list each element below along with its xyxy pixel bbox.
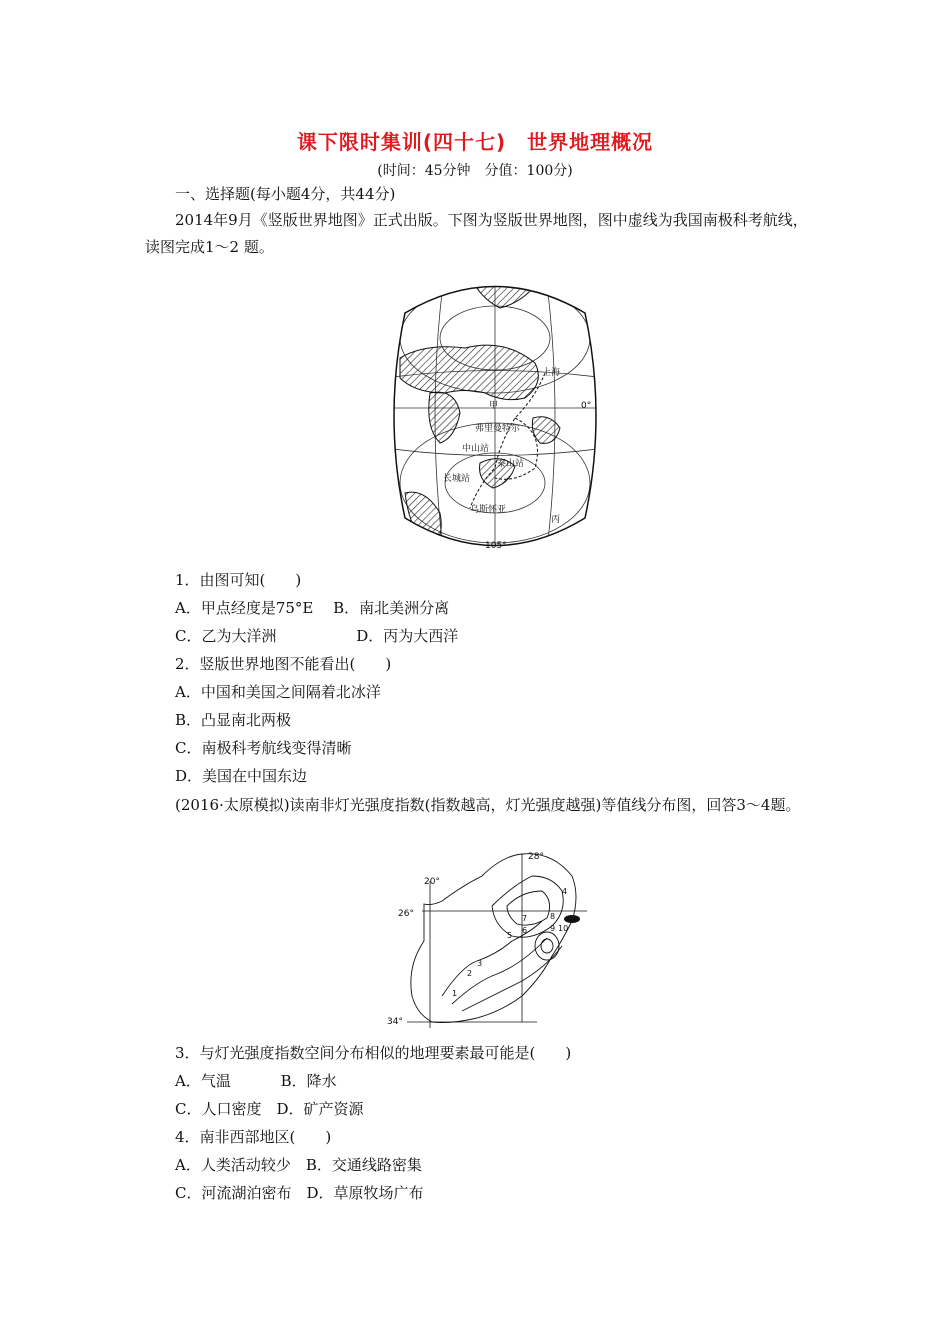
q2-option-c: C．南极科考航线变得清晰 — [175, 739, 352, 757]
contour-label: 9 — [550, 924, 556, 933]
south-africa-light-map — [382, 846, 594, 1028]
contour-label: 2 — [467, 969, 473, 978]
label-lat28: 28° — [528, 852, 544, 862]
q1-option-ab: A．甲点经度是75°E B．南北美洲分离 — [175, 599, 450, 617]
intro-1-text: 2014年9月《竖版世界地图》正式出版。下图为竖版世界地图，图中虚线为我国南极科考航线，读图完成1～2 题。 — [145, 211, 808, 256]
intro-2-text: (2016·太原模拟)读南非灯光强度指数(指数越高，灯光强度越强)等值线分布图，回答3～4题。 — [175, 796, 801, 814]
label-lon20: 20° — [424, 877, 440, 887]
page-title: 课下限时集训(四十七) 世界地理概况 — [296, 130, 654, 154]
q2-stem: 2．竖版世界地图不能看出( ) — [175, 655, 392, 673]
contour-label: 5 — [507, 931, 513, 940]
label-shanghai: 上海 — [542, 368, 561, 378]
map-body — [385, 268, 605, 565]
contour-label: 10 — [558, 924, 569, 933]
high-intensity-spot — [564, 915, 580, 923]
contour-label: 6 — [522, 926, 528, 935]
q3-option-cd: C．人口密度 D．矿产资源 — [175, 1100, 364, 1118]
label-taishan: 泰山站 — [497, 459, 525, 469]
question-intro-1 — [145, 207, 815, 261]
label-lat26: 26° — [398, 909, 414, 919]
q4-stem: 4．南非西部地区( ) — [175, 1128, 332, 1146]
label-jia: 甲 — [489, 401, 499, 411]
contour-label: 4 — [562, 887, 568, 896]
label-lat34: 34° — [387, 1017, 403, 1027]
label-zero-deg: 0° — [581, 401, 592, 411]
page-subtitle: (时间：45分钟 分值：100分) — [377, 163, 573, 179]
q2-option-a: A．中国和美国之间隔着北冰洋 — [175, 683, 381, 701]
q1-option-cd: C．乙为大洋洲 D．丙为大西洋 — [175, 627, 459, 645]
contour-label: 8 — [550, 912, 556, 921]
label-changcheng: 长城站 — [443, 474, 471, 484]
label-bing: 丙 — [551, 515, 561, 525]
label-105: 105° — [485, 541, 507, 551]
label-zhongshan: 中山站 — [462, 444, 490, 454]
label-ushuaia: 乌斯怀亚 — [470, 505, 507, 515]
q3-option-ab: A．气温 B．降水 — [175, 1072, 337, 1090]
q2-option-b: B．凸显南北两极 — [175, 711, 292, 729]
q2-option-d: D．美国在中国东边 — [175, 767, 308, 785]
q4-option-ab: A．人类活动较少 B．交通线路密集 — [175, 1156, 422, 1174]
question-intro-2 — [145, 792, 815, 819]
q1-stem: 1．由图可知( ) — [175, 571, 302, 589]
contour-label: 7 — [522, 914, 528, 923]
q4-option-cd: C．河流湖泊密布 D．草原牧场广布 — [175, 1184, 424, 1202]
vertical-world-map — [385, 268, 605, 565]
contour-label: 3 — [477, 959, 483, 968]
section-heading: 一、选择题(每小题4分，共44分) — [175, 185, 396, 203]
contour-label: 1 — [452, 989, 458, 998]
q3-stem: 3．与灯光强度指数空间分布相似的地理要素最可能是( ) — [175, 1044, 572, 1062]
label-fremantle: 弗里曼特尔 — [475, 424, 521, 434]
